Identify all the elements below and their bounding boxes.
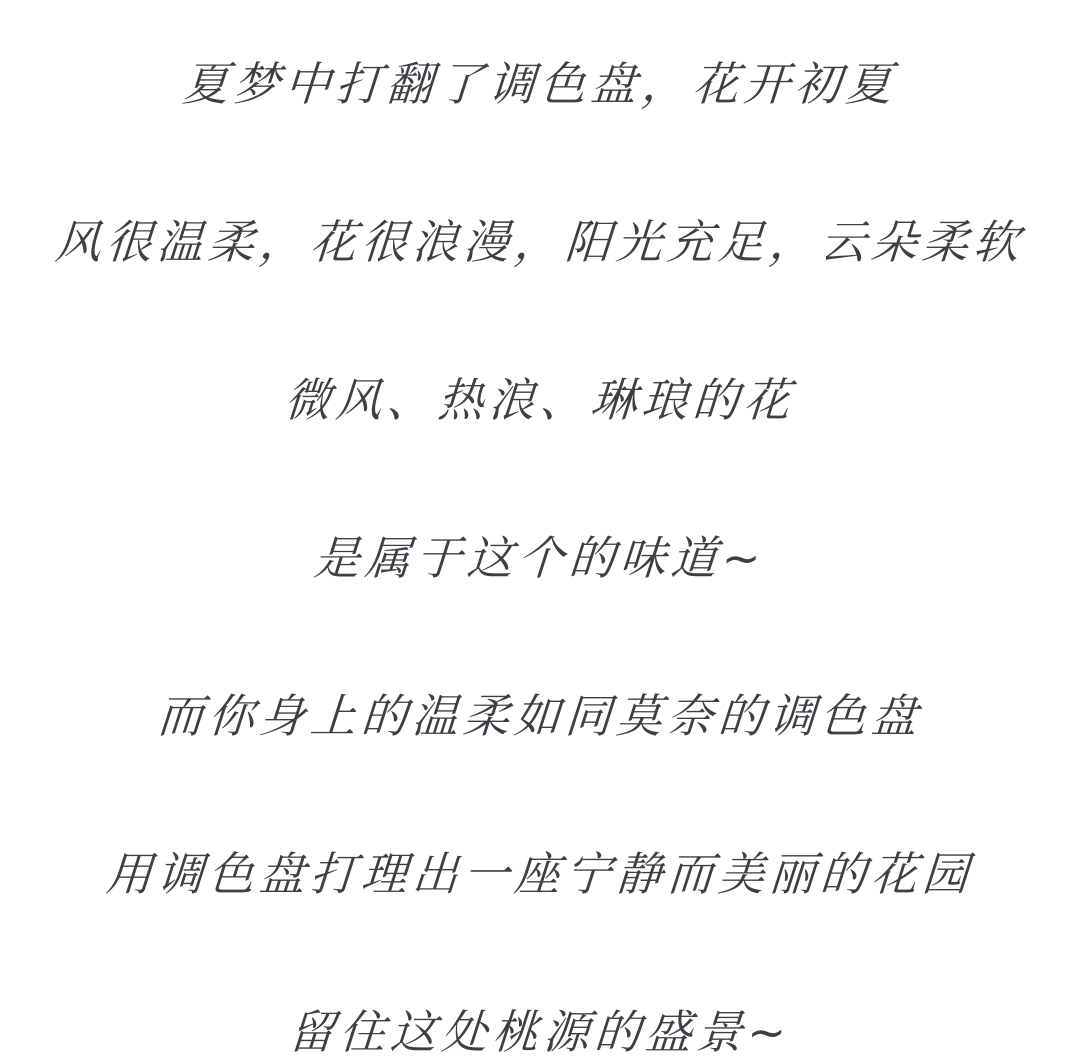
poem-line-3: 微风、热浪、琳琅的花 (282, 373, 797, 427)
poem-line-2: 风很温柔，花很浪漫，阳光充足，云朵柔软 (53, 215, 1027, 269)
poem-line-7: 留住这处桃源的盛景~ (286, 1005, 793, 1059)
poem-line-5: 而你身上的温柔如同莫奈的调色盘 (155, 689, 925, 743)
poem-line-4: 是属于这个的味道~ (312, 531, 768, 585)
poem-line-1: 夏梦中打翻了调色盘，花开初夏 (180, 57, 899, 111)
poem-line-6: 用调色盘打理出一座宁静而美丽的花园 (104, 847, 976, 901)
